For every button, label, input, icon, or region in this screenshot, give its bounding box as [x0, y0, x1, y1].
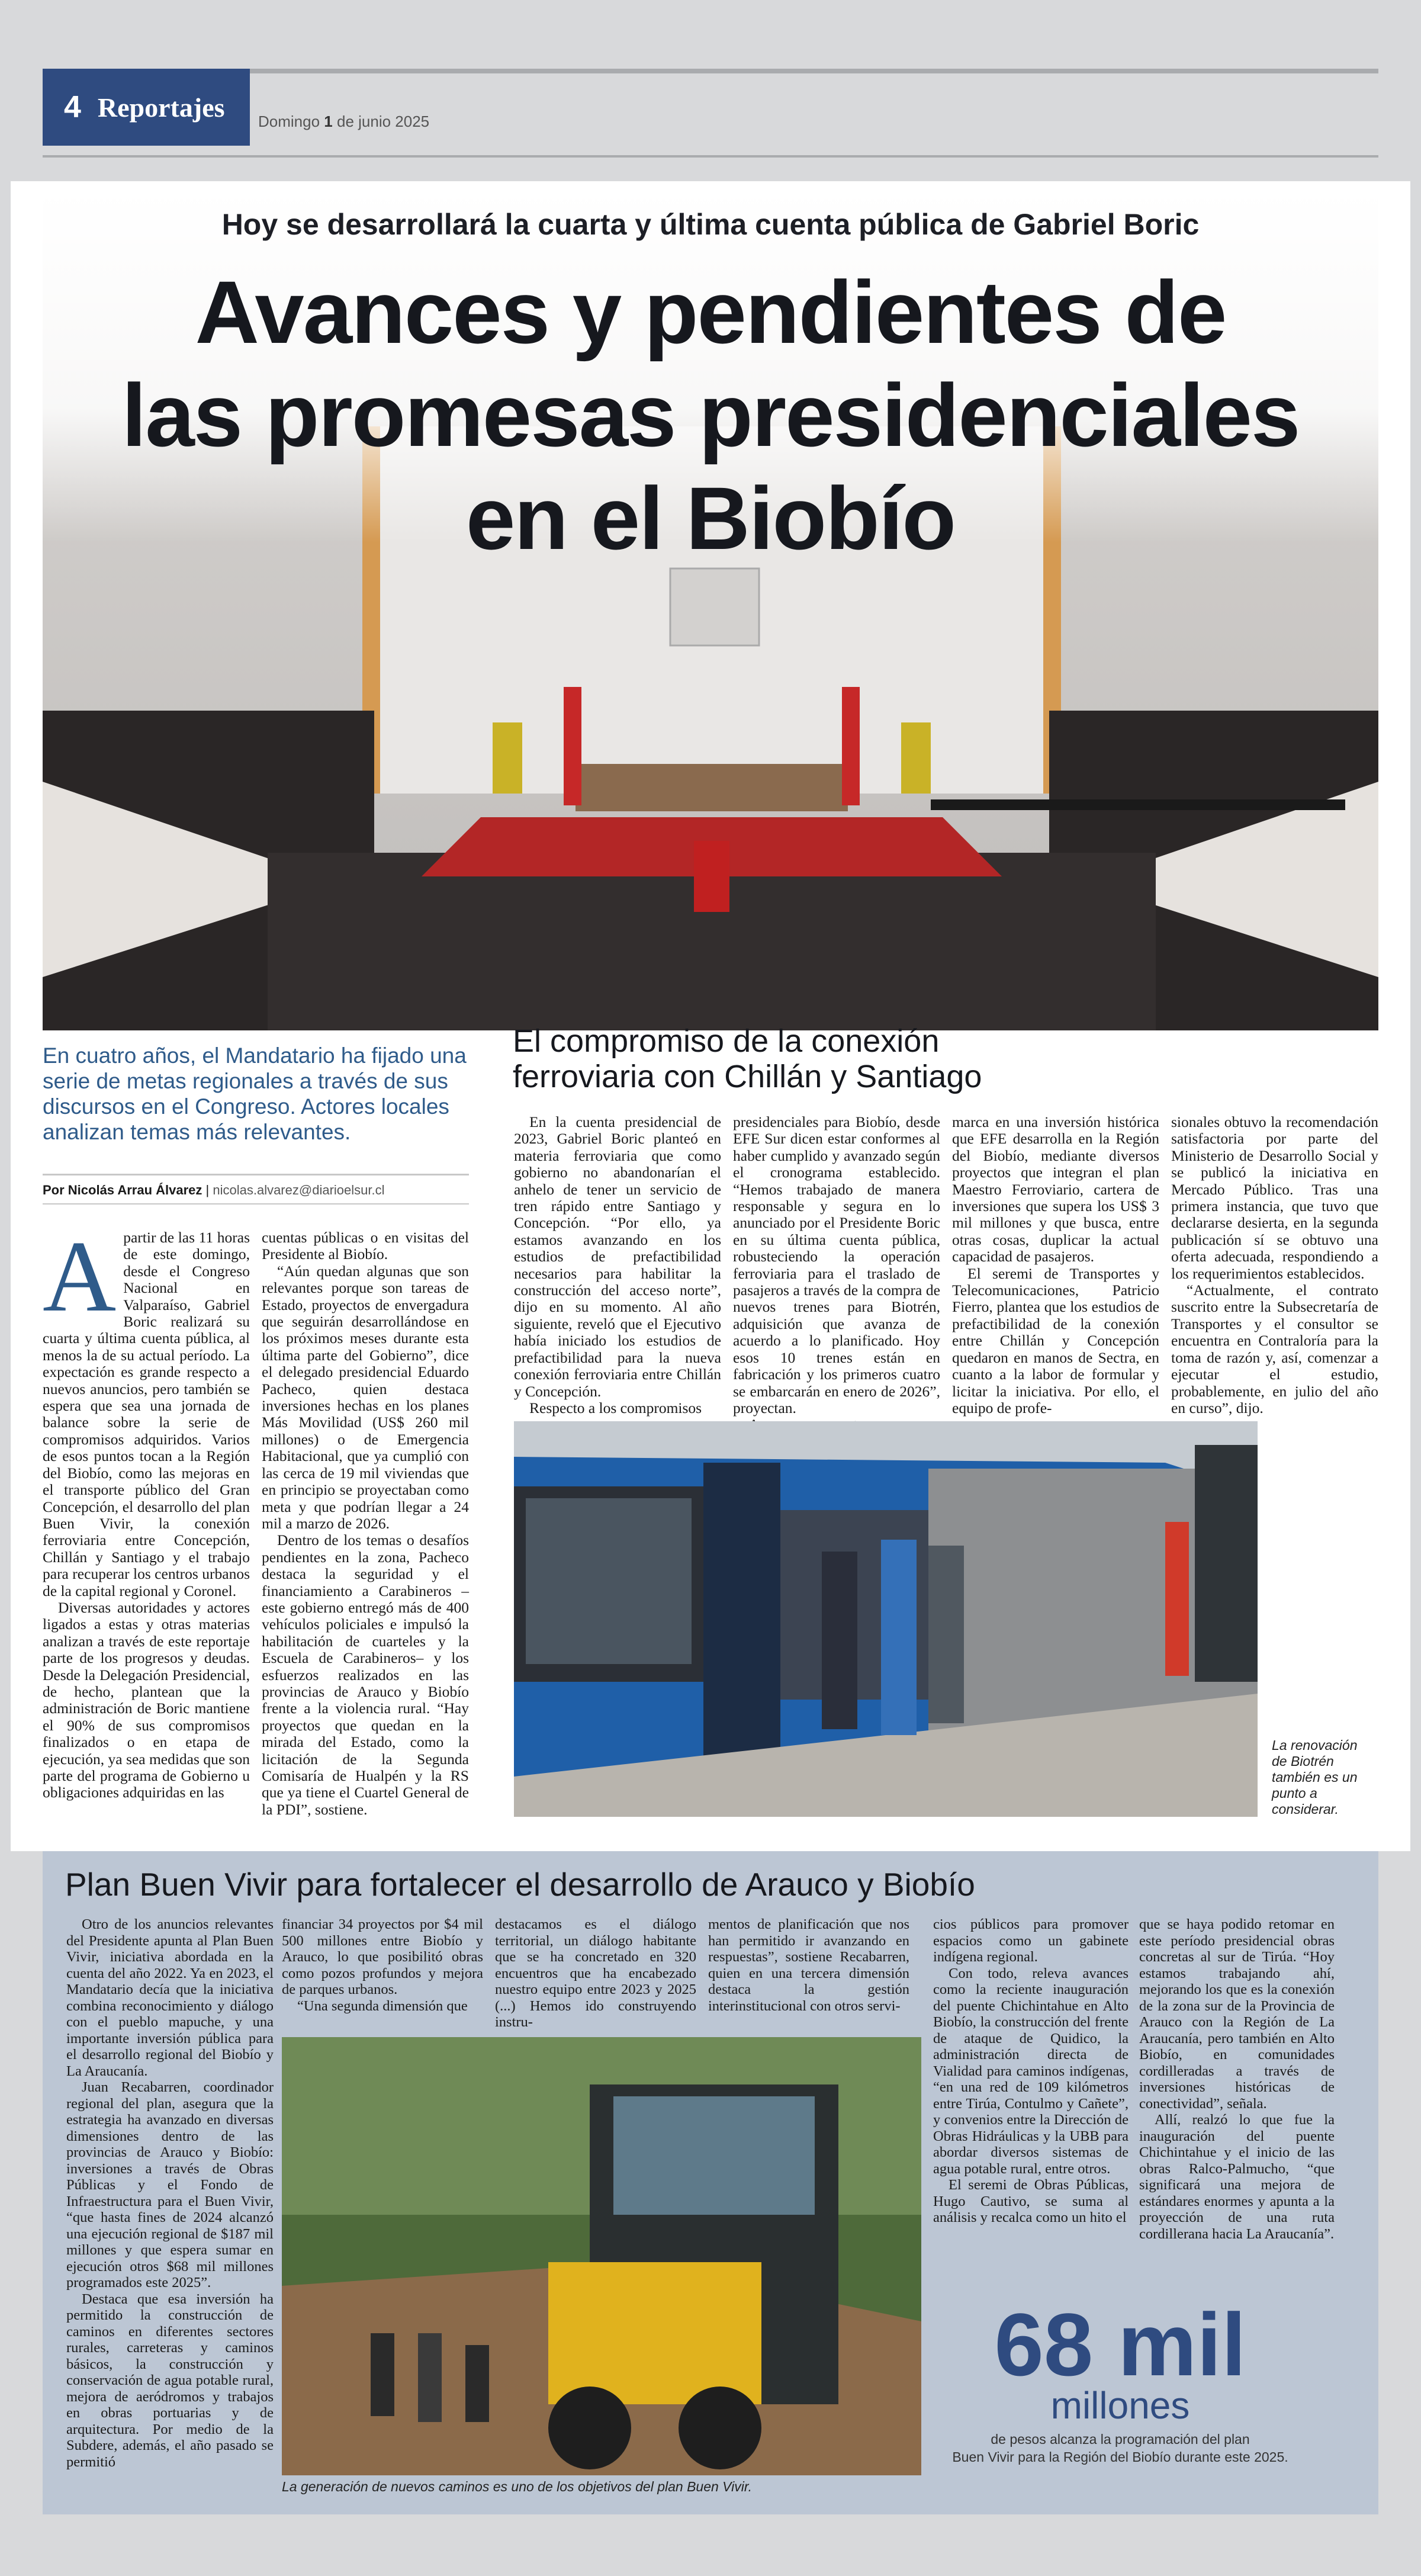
main-article	[11, 181, 1410, 1851]
paragraph: Juan Recabarren, coordinador regional del plan, asegura que la estrategia ha avanzado en diversas dimensiones dentro de las provincias de Arauco y Biobío: inversiones a través de Obras Públicas y el Fondo de Infraestructura para el Buen Vivir, “que hasta fines de 2024 alcanzó una ejecución regional de $187 mil millones y que espera sumar en ejecución otros $68 mil millones programados este 2025”.	[66, 2079, 274, 2291]
title-line: en el Biobío	[465, 468, 956, 568]
paragraph: sionales obtuvo la recomendación satisfactoria por parte del Ministerio de Desarrollo Social y se publicó la iniciativa en Mercado Público. Tras una primera instancia, que tuvo que declararse desierta, en la segunda publicación sí se obtuvo una oferta adecuada, respondiendo a los requerimientos establecidos.	[1171, 1113, 1378, 1282]
paragraph: que se haya podido retomar en este período presidencial obras concretas al sur de Tirúa. “Hoy estamos trabajando ahí, mejorando los que es la conexión de la zona sur de la Provincia de Arauco con la Región de La Araucanía, pero también en Alto Biobío, en comunidades cordilleradas a través de inversiones históricas de conectividad”, señala.	[1139, 1916, 1335, 2112]
article-title	[43, 261, 1378, 570]
congress-photo	[43, 189, 1378, 1030]
paragraph: Dentro de los temas o desafíos pendientes en la zona, Pacheco destaca la seguridad y el financiamiento a Carabineros –este gobierno entregó más de 400 vehículos policiales e impulsó la habilitación de cuarteles y la Escuela de Carabineros– y los esfuerzos realizados en las provincias de Arauco y Biobío frente a la violencia rural. “Hay proyectos que quedan en la mirada del Estado, como la licitación de la Segunda Comisaría de Hualpén y la RS que ya tiene el Cuartel General de la PDI”, sostiene.	[262, 1531, 469, 1818]
paragraph: mentos de planificación que nos han permitido ir avanzando en respuestas”, sostiene Recabarren, quien en una tercera dimensión destaca la gestión interinstitucional con otros servi-	[708, 1916, 909, 2014]
issue-date: Domingo 1 de junio 2025	[258, 113, 430, 130]
paragraph: destacamos es el diálogo territorial, un diálogo habitante que se ha concretado en 320 encuentros que ha encabezado nuestro equipo entre 2023 y 2025 (...) Hemos ido construyendo instru-	[495, 1916, 696, 2030]
main-column-4	[733, 1113, 940, 1417]
header-bottom-rule	[43, 155, 1378, 158]
main-column-3	[514, 1113, 721, 1417]
page-number: 4	[64, 90, 81, 124]
secondary-title: Plan Buen Vivir para fortalecer el desarrollo de Arauco y Biobío	[65, 1866, 975, 1903]
article-subtitle: El compromiso de la conexión ferroviaria con Chillán y Santiago	[513, 1023, 982, 1094]
road-works-photo	[282, 2037, 921, 2475]
secondary-column-6	[1139, 1916, 1335, 2295]
paragraph: Diversas autoridades y actores ligados a estas y otras materias analizan a través de este reportaje parte de los progresos y deudas. Desde la Delegación Presidencial, de hecho, plantean que la administración de Boric mantiene el 90% de sus compromisos finalizados o en etapa de ejecución, ya sea medidas que son parte del programa de Gobierno u obligaciones adquiridas en las	[43, 1598, 250, 1801]
paragraph: “Aún quedan algunas que son relevantes porque son tareas de Estado, proyectos de envergadura que seguirán desarrollándose en los próximos meses durante esta última parte del Gobierno”, dice el delegado presidencial Eduardo Pacheco, quien destaca inversiones hechas en los planes Más Movilidad (US$ 260 mil millones) o de Emergencia Habitacional, que ya cumplió con las cerca de 19 mil viviendas que en principio se proyectaban como meta y que podrían llegar a 24 mil a marzo de 2026.	[262, 1262, 469, 1532]
paragraph: Allí, realzó lo que fue la inauguración del puente Chichintahue y el inicio de las obras Ralco-Palmucho, “que significará una mejora de estándares enormes y apunta a la proyección de una ruta cordillerana hacia La Araucanía”.	[1139, 2112, 1335, 2242]
secondary-article	[43, 1851, 1378, 2514]
drop-cap: A	[43, 1220, 117, 1333]
stat-description: de pesos alcanza la programación del plan Buen Vivir para la Región del Biobío durante este 2025.	[952, 2432, 1288, 2465]
paragraph: Destaca que esa inversión ha permitido la construcción de caminos en diferentes sectores rurales, carreteras y caminos básicos, la construcción y conservación de agua potable rural, mejora de aeródromos y trabajos en obras portuarias y de arquitectura. Por medio de la Subdere, además, el año pasado se permitió	[66, 2291, 274, 2470]
train-photo	[514, 1421, 1258, 1817]
secondary-column-4	[708, 1916, 909, 2035]
main-column-5	[952, 1113, 1159, 1417]
byline: Por Nicolás Arrau Álvarez | nicolas.alvarez@diarioelsur.cl	[43, 1174, 469, 1205]
secondary-column-1	[66, 1916, 274, 2508]
paragraph: Respecto a los compromisos	[529, 1399, 702, 1417]
main-column-6	[1171, 1113, 1378, 1417]
article-lead: En cuatro años, el Mandatario ha fijado una serie de metas regionales a través de sus discursos en el Congreso. Actores locales analizan temas más relevantes.	[43, 1043, 467, 1144]
paragraph: marca en una inversión histórica que EFE desarrolla en la Región del Biobío, mediante diversos proyectos que integran el plan Maestro Ferroviario, cartera de inversiones que supera los US$ 3 mil millones y que busca, entre otras cosas, duplicar la actual capacidad de pasajeros.	[952, 1113, 1159, 1265]
page-header	[43, 69, 1378, 146]
paragraph: “Actualmente, el contrato suscrito entre la Subsecretaría de Transportes y el consultor se encuentra en Contraloría para la toma de razón y, así, comenzar a ejecutar el estudio, probablemente, en julio del año en curso”, dijo.	[1171, 1281, 1378, 1417]
paragraph: presidenciales para Biobío, desde EFE Sur dicen estar conformes al haber cumplido y avanzado según el cronograma establecido. “Hemos trabajado de manera responsable y segura en lo anunciado por el Presidente Boric en su última cuenta pública, robusteciendo la operación ferroviaria para el traslado de pasajeros a través de la compra de nuevos trenes para Biotrén, adquisición que avanza de acuerdo a lo planificado. Hoy esos 10 trenes están en fabricación y los primeros cuatro se embarcarán en enero de 2026”, proyectan.	[733, 1113, 940, 1417]
author-email[interactable]: nicolas.alvarez@diarioelsur.cl	[213, 1183, 385, 1197]
stat-unit: millones	[1050, 2384, 1190, 2427]
paragraph: En la cuenta presidencial de 2023, Gabriel Boric planteó en materia ferroviaria que como gobierno no abandonarían el anhelo de tener un servicio de tren rápido entre Santiago y Concepción. “Por ello, ya estamos avanzando en los estudios de prefactibilidad necesarios para habilitar la construcción del acceso norte”, dijo en su momento. Al año siguiente, reveló que el Ejecutivo había iniciado los estudios de prefactibilidad para la nueva conexión ferroviaria entre Chillán y Concepción.	[514, 1113, 721, 1400]
paragraph: El seremi de Transportes y Telecomunicaciones, Patricio Fierro, plantea que los estudios de prefactibilidad de la conexión entre Chillán y Concepción quedaron en manos de Sectra, en cuanto a la labor de formular y licitar la iniciativa. Por ello, el equipo de profe-	[952, 1264, 1159, 1417]
stat-value: 68 mil	[994, 2295, 1246, 2394]
title-line: Avances y pendientes de	[195, 262, 1226, 362]
secondary-column-3	[495, 1916, 696, 2035]
paragraph: financiar 34 proyectos por $4 mil 500 millones entre Biobío y Arauco, lo que posibilitó obras como pozos profundos y mejora de parques urbanos.	[282, 1916, 483, 1997]
paragraph: Otro de los anuncios relevantes del Presidente apunta al Plan Buen Vivir, iniciativa abordada en la cuenta del año 2022. Ya en 2023, el Mandatario decía que la iniciativa combina reconocimiento y diálogo con el pueblo mapuche, y una importante inversión pública para el desarrollo regional del Biobío y La Araucanía.	[66, 1916, 274, 2079]
paragraph: Con todo, releva avances como la reciente inauguración del puente Chichintahue en Alto Biobío, la construcción del frente de ataque de Quidico, la administración directa de Vialidad para caminos indígenas, “en una red de 109 kilómetros entre Tirúa, Contulmo y Cañete”, y convenios entre la Dirección de Obras Hidráulicas y la UBB para abordar diversos sistemas de agua potable rural, entre otros.	[933, 1965, 1129, 2177]
paragraph: partir de las 11 horas de este domingo, desde el Congreso Nacional en Valparaíso, Gabriel Boric realizará su cuarta y última cuenta pública, al menos la de su actual período. La expectación es grande respecto a nuevos anuncios, pero también se espera que sea una jornada de balance sobre la serie de compromisos adquiridos. Varios de esos puntos tocan a la Región del Biobío, como las mejoras en el transporte público del Gran Concepción, el desarrollo del plan Buen Vivir, la conexión ferroviaria entre Concepción, Chillán y Santiago y el trabajo para recuperar los centros urbanos de la capital regional y Coronel.	[43, 1229, 250, 1599]
secondary-column-2	[282, 1916, 483, 2035]
paragraph: “Una segunda dimensión que	[297, 1997, 468, 2014]
paragraph: cuentas públicas o en visitas del Presidente al Biobío.	[262, 1229, 469, 1263]
stat-box	[931, 2295, 1310, 2466]
main-column-2	[262, 1229, 469, 1822]
section-name: Reportajes	[97, 92, 225, 123]
main-column-1	[43, 1220, 250, 1822]
paragraph: El seremi de Obras Públicas, Hugo Cautivo, se suma al análisis y recalca como un hito el	[933, 2177, 1129, 2225]
section-tab	[43, 69, 250, 146]
title-line: las promesas presidenciales	[121, 365, 1300, 465]
road-works-caption: La generación de nuevos caminos es uno de los objetivos del plan Buen Vivir.	[282, 2479, 753, 2494]
author-name: Por Nicolás Arrau Álvarez	[43, 1183, 202, 1197]
train-caption: La renovación de Biotrén también es un punto a considerar.	[1272, 1737, 1358, 1817]
paragraph: cios públicos para promover espacios como un gabinete indígena regional.	[933, 1916, 1129, 1965]
article-kicker: Hoy se desarrollará la cuarta y última cuenta pública de Gabriel Boric	[221, 208, 1200, 241]
secondary-column-5	[933, 1916, 1129, 2295]
